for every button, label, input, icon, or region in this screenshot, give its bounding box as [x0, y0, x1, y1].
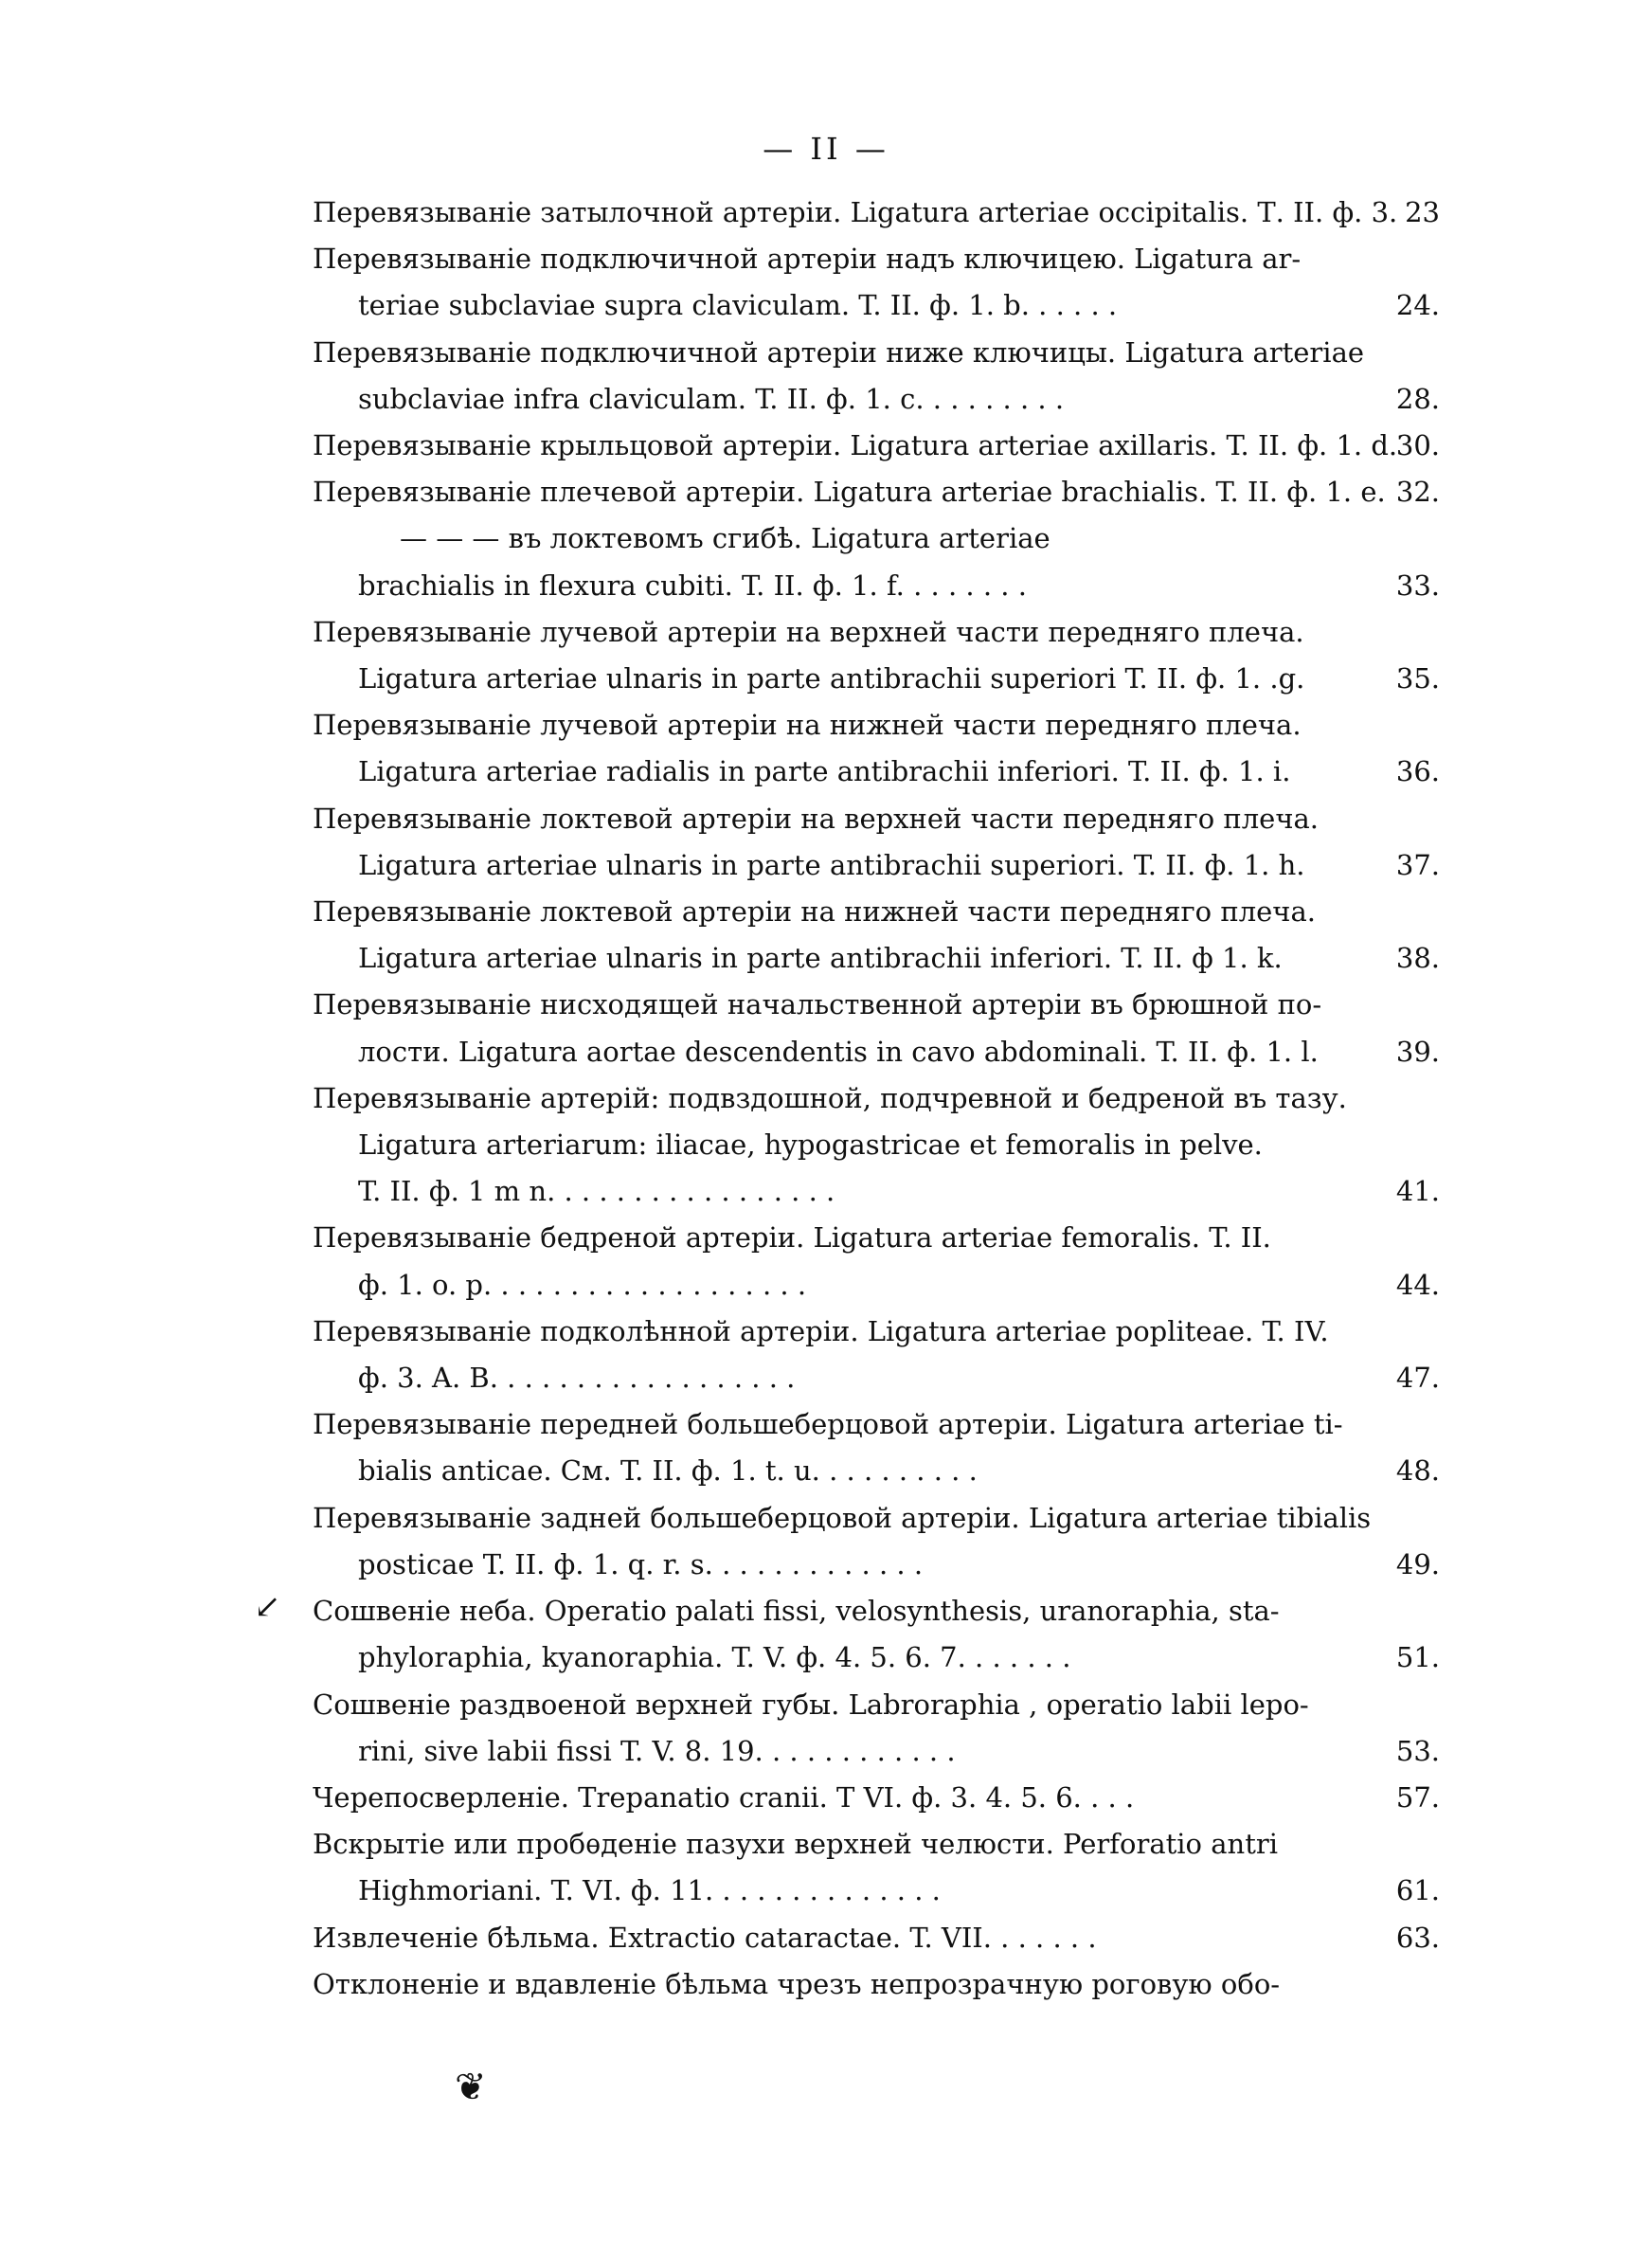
toc-page-number: 37. [1395, 848, 1440, 881]
toc-line-text: Перевязываніе крыльцовой артеріи. Ligatura arteriae axillaris. T. II. ф. 1. d. [313, 429, 1398, 462]
toc-line-text: Перевязываніе подключичной артеріи надъ ключицею. Ligatura ar- [313, 243, 1302, 276]
page-number: — II — [763, 131, 889, 167]
toc-line [313, 749, 1440, 795]
toc-line [313, 190, 1440, 236]
toc-entry [313, 1961, 1440, 2008]
toc-line-text: — — — въ локтевомъ сгибѣ. Ligatura arteriae [400, 522, 1050, 555]
toc-entry [313, 423, 1440, 469]
toc-line [313, 423, 1440, 469]
toc-line [313, 935, 1440, 982]
toc-line [313, 515, 1440, 562]
toc-line-text: ф. 3. A. B. . . . . . . . . . . . . . . . . . [358, 1362, 796, 1395]
toc-entry [313, 796, 1440, 889]
toc-line-text: posticae T. II. ф. 1. q. r. s. . . . . . . . . . . . . [358, 1547, 924, 1580]
toc-line-text: Ligatura arteriae ulnaris in parte antibrachii inferiori. T. II. ф 1. k. [358, 942, 1283, 975]
toc-line [313, 1309, 1440, 1355]
toc-line [313, 1401, 1440, 1448]
toc-line [313, 1775, 1440, 1821]
toc-line-text: Ligatura arteriarum: iliacae, hypogastricae et femoralis in pelve. [358, 1128, 1263, 1162]
toc-line [313, 1168, 1440, 1215]
toc-page-number: 28. [1395, 382, 1440, 415]
toc-line [313, 1634, 1440, 1681]
toc-line-text: Извлеченіе бѣльма. Extractio cataractae. T. VII. . . . . . . [313, 1921, 1097, 1954]
toc-line-text: Отклоненіе и вдавленіе бѣльма чрезъ непрозрачную роговую обо- [313, 1967, 1281, 2000]
toc-line-text: Перевязываніе локтевой артеріи на нижней части передняго плеча. [313, 895, 1316, 929]
toc-page-number: 47. [1395, 1362, 1440, 1395]
toc-line [313, 1868, 1440, 1914]
toc-line [313, 236, 1440, 282]
toc-line-text: Перевязываніе задней большеберцовой артеріи. Ligatura arteriae tibialis [313, 1501, 1372, 1534]
toc-line [313, 282, 1440, 329]
toc-line [313, 1448, 1440, 1494]
toc-entry [313, 1401, 1440, 1494]
toc-page-number: 39. [1395, 1035, 1440, 1068]
toc-entry [313, 190, 1440, 236]
toc-line-text: T. II. ф. 1 m n. . . . . . . . . . . . . . . . . [358, 1175, 835, 1208]
toc-line [313, 376, 1440, 423]
table-of-contents [254, 190, 1440, 2008]
toc-page-number: 51. [1395, 1641, 1440, 1674]
toc-line [313, 1961, 1440, 2008]
toc-line [313, 1355, 1440, 1401]
toc-page-number: 63. [1395, 1921, 1440, 1954]
toc-line [313, 1029, 1440, 1075]
toc-entry [313, 469, 1440, 515]
toc-page-number: 33. [1395, 569, 1440, 602]
toc-line-text: Ligatura arteriae radialis in parte antibrachii inferiori. T. II. ф. 1. i. [358, 755, 1291, 788]
toc-entry [313, 1915, 1440, 1961]
toc-line-text: bialis anticae. См. T. II. ф. 1. t. u. . . . . . . . . . [358, 1454, 978, 1488]
toc-line-text: Сошвеніе раздвоеной верхней губы. Labroraphia , operatio labii lepo- [313, 1688, 1309, 1721]
toc-entry [313, 330, 1440, 423]
toc-line [313, 469, 1440, 515]
toc-line-text: ф. 1. o. p. . . . . . . . . . . . . . . . . . . [358, 1268, 807, 1301]
toc-line [313, 1821, 1440, 1868]
toc-line-text: brachialis in flexura cubiti. T. II. ф. 1. f. . . . . . . . [358, 569, 1027, 602]
toc-entry [313, 1682, 1440, 1775]
toc-page-number: 35. [1395, 662, 1440, 695]
toc-entry [313, 982, 1440, 1074]
toc-line-text: phyloraphia, kyanoraphia. T. V. ф. 4. 5. 6. 7. . . . . . . [358, 1641, 1071, 1674]
toc-line [313, 889, 1440, 935]
toc-page-number: 44. [1395, 1268, 1440, 1301]
toc-page-number: 57. [1395, 1780, 1440, 1814]
toc-entry [313, 1075, 1440, 1216]
toc-line [313, 330, 1440, 376]
toc-page-number: 36. [1395, 755, 1440, 788]
toc-line [313, 842, 1440, 889]
toc-page-number: 24. [1395, 289, 1440, 322]
toc-line [313, 1215, 1440, 1261]
toc-line-text: Черепосверленіе. Trepanatio cranii. T VI. ф. 3. 4. 5. 6. . . . [313, 1780, 1135, 1814]
toc-line [313, 1682, 1440, 1728]
ink-smudge: ❦ [455, 2066, 487, 2109]
toc-page-number: 30. [1395, 429, 1440, 462]
toc-page-number: 53. [1395, 1734, 1440, 1767]
toc-line-text: Перевязываніе затылочной артеріи. Ligatura arteriae occipitalis. Т. II. ф. 3. [313, 196, 1398, 228]
handwritten-mark-icon: ↙ [254, 1588, 281, 1627]
toc-line-text: Перевязываніе подключичной артеріи ниже ключицы. Ligatura arteriae [313, 335, 1365, 369]
toc-entry [313, 609, 1440, 702]
toc-line [254, 1588, 1440, 1634]
toc-page-number: 61. [1395, 1874, 1440, 1907]
toc-line-text: Ligatura arteriae ulnaris in parte antibrachii superiori. T. II. ф. 1. h. [358, 848, 1305, 881]
toc-entry [313, 889, 1440, 982]
toc-page-number: 41. [1395, 1175, 1440, 1208]
toc-line [313, 796, 1440, 842]
toc-line-text: Ligatura arteriae ulnaris in parte antibrachii superiori T. II. ф. 1. .g. [358, 662, 1305, 695]
toc-line [313, 563, 1440, 609]
toc-line-text: teriae subclaviae supra claviculam. T. II. ф. 1. b. . . . . . [358, 289, 1118, 322]
toc-entry [313, 702, 1440, 795]
toc-page-number: 32. [1395, 476, 1440, 509]
toc-line-text: Перевязываніе плечевой артеріи. Ligatura arteriae brachialis. T. II. ф. 1. e. [313, 476, 1386, 509]
toc-page-number: 38. [1395, 942, 1440, 975]
toc-line-text: Перевязываніе нисходящей начальственной артеріи въ брюшной по- [313, 988, 1322, 1021]
toc-line-text: Перевязываніе локтевой артеріи на верхней части передняго плеча. [313, 802, 1320, 835]
toc-entry [313, 1495, 1440, 1588]
toc-page-number: 49. [1395, 1547, 1440, 1580]
toc-line [313, 1262, 1440, 1309]
toc-line-text: Вскрытіе или пробѳденіе пазухи верхней челюсти. Perforatio antri [313, 1828, 1278, 1861]
toc-page-number: 48. [1395, 1454, 1440, 1488]
toc-entry [313, 1215, 1440, 1308]
toc-line-text: лости. Ligatura aortae descendentis in cavo abdominali. T. II. ф. 1. l. [358, 1035, 1319, 1068]
toc-entry [313, 1821, 1440, 1914]
toc-entry [313, 1309, 1440, 1401]
toc-entry [254, 1588, 1440, 1681]
toc-line-text: rini, sive labii fissi T. V. 8. 19. . . . . . . . . . . . [358, 1734, 956, 1767]
toc-line-text: Перевязываніе артерій: подвздошной, подчревной и бедреной въ тазу. [313, 1081, 1347, 1114]
toc-line-text: Highmoriani. T. VI. ф. 11. . . . . . . . . . . . . . [358, 1874, 941, 1907]
toc-line [313, 1728, 1440, 1775]
toc-line-text: Перевязываніе подколѣнной артеріи. Ligatura arteriae popliteae. T. IV. [313, 1314, 1329, 1347]
toc-line [313, 1542, 1440, 1588]
toc-line [313, 1122, 1440, 1168]
toc-entry [313, 1775, 1440, 1821]
toc-line [313, 1915, 1440, 1961]
toc-line [313, 982, 1440, 1028]
toc-line [313, 1075, 1440, 1122]
toc-line-text: Перевязываніе бедреной артеріи. Ligatura arteriae femoralis. T. II. [313, 1221, 1271, 1255]
toc-line [313, 1495, 1440, 1542]
toc-entry [313, 236, 1440, 329]
toc-line-text: Сошвеніе неба. Operatio palati fissi, velosynthesis, uranoraphia, sta- [313, 1595, 1280, 1628]
toc-line-text: Перевязываніе лучевой артеріи на верхней части передняго плеча. [313, 615, 1304, 648]
toc-line-text: Перевязываніе лучевой артеріи на нижней части передняго плеча. [313, 709, 1302, 742]
toc-entry [313, 515, 1440, 608]
toc-line [313, 656, 1440, 702]
toc-line [313, 702, 1440, 749]
toc-line-text: subclaviae infra claviculam. T. II. ф. 1. c. . . . . . . . . [358, 382, 1065, 415]
toc-line [313, 609, 1440, 656]
toc-page-number: 23 [1405, 196, 1440, 228]
toc-line-text: Перевязываніе передней большеберцовой артеріи. Ligatura arteriae ti- [313, 1408, 1343, 1441]
